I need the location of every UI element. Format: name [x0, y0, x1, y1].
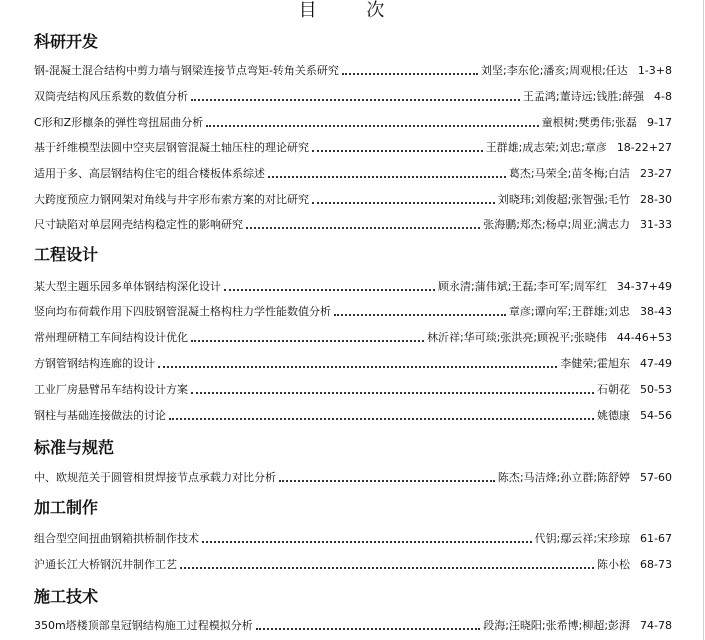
entry-title: 竖向均布荷载作用下四肢钢管混凝土格构柱力学性能数值分析 — [34, 305, 331, 318]
toc-title: 目 次 — [298, 0, 407, 21]
entry-authors: 王群雄;成志荣;刘忠;章彦 — [485, 141, 607, 154]
toc-entry[interactable] — [34, 351, 672, 371]
entry-pages: 68-73 — [640, 558, 672, 571]
entry-title: 钢-混凝土混合结构中剪力墙与钢梁连接节点弯矩-转角关系研究 — [34, 64, 339, 77]
dot-leader — [169, 418, 594, 420]
toc-entry[interactable] — [34, 212, 672, 232]
section-heading-research: 科研开发 — [34, 32, 99, 51]
entry-pages: 18-22+27 — [616, 141, 672, 154]
toc-entry[interactable] — [34, 403, 672, 423]
entry-title: 某大型主题乐园多单体钢结构深化设计 — [34, 280, 221, 293]
toc-entry[interactable] — [34, 613, 672, 633]
dot-leader — [342, 73, 478, 75]
entry-authors: 陈小松 — [597, 558, 631, 571]
entry-title: 工业厂房悬臂吊车结构设计方案 — [34, 383, 188, 396]
toc-entry[interactable] — [34, 84, 672, 104]
dot-leader — [206, 125, 538, 127]
entry-pages: 31-33 — [640, 218, 672, 231]
toc-entry[interactable] — [34, 110, 672, 130]
entry-pages: 38-43 — [640, 305, 672, 318]
entry-title: 钢柱与基础连接做法的讨论 — [34, 409, 166, 422]
entry-pages: 54-56 — [640, 409, 672, 422]
dot-leader — [279, 480, 495, 482]
entry-pages: 44-46+53 — [616, 331, 672, 344]
section-heading-standards: 标准与规范 — [34, 438, 115, 457]
entry-pages: 4-8 — [654, 90, 672, 103]
dot-leader — [256, 628, 480, 630]
entry-authors: 陈杰;马洁烽;孙立群;陈舒婷 — [497, 471, 631, 484]
entry-title: 大跨度预应力钢网架对角线与井字形布索方案的对比研究 — [34, 193, 309, 206]
toc-entry[interactable] — [34, 187, 672, 207]
entry-authors: 顾永清;蒲伟斌;王磊;李可军;周军红 — [437, 280, 607, 293]
entry-pages: 28-30 — [640, 193, 672, 206]
entry-title: 方钢管钢结构连廊的设计 — [34, 357, 155, 370]
entry-pages: 61-67 — [640, 532, 672, 545]
dot-leader — [268, 176, 506, 178]
page-edge-divider — [703, 0, 704, 640]
toc-entry[interactable] — [34, 161, 672, 181]
entry-pages: 57-60 — [640, 471, 672, 484]
entry-authors: 葛杰;马荣全;苗冬梅;白洁 — [508, 167, 631, 180]
toc-entry[interactable] — [34, 465, 672, 485]
dot-leader — [191, 340, 424, 342]
dot-leader — [180, 567, 594, 569]
entry-authors: 童根树;樊勇伟;张磊 — [541, 116, 638, 129]
entry-pages: 23-27 — [640, 167, 672, 180]
toc-entry[interactable] — [34, 299, 672, 319]
toc-entry[interactable] — [34, 274, 672, 294]
entry-title: 中、欧规范关于圆管相贯焊接节点承载力对比分析 — [34, 471, 276, 484]
dot-leader — [312, 202, 495, 204]
entry-pages: 34-37+49 — [616, 280, 672, 293]
entry-title: 沪通长江大桥钢沉井制作工艺 — [34, 558, 177, 571]
dot-leader — [191, 392, 594, 394]
dot-leader — [191, 99, 520, 101]
section-heading-construction: 施工技术 — [34, 587, 99, 606]
section-heading-design: 工程设计 — [34, 245, 99, 264]
dot-leader — [246, 227, 480, 229]
dot-leader — [224, 289, 435, 291]
entry-title: 尺寸缺陷对单层网壳结构稳定性的影响研究 — [34, 218, 243, 231]
entry-pages: 50-53 — [640, 383, 672, 396]
entry-authors: 石朝花 — [597, 383, 631, 396]
toc-entry[interactable] — [34, 552, 672, 572]
entry-authors: 段海;汪晓阳;张希博;柳超;彭湃 — [483, 619, 631, 632]
entry-authors: 章彦;谭向军;王群雄;刘忠 — [508, 305, 631, 318]
dot-leader — [334, 314, 506, 316]
entry-authors: 李健荣;霍旭东 — [560, 357, 631, 370]
entry-authors: 王孟鸿;董诗远;钱胜;薛强 — [522, 90, 645, 103]
toc-entry[interactable] — [34, 325, 672, 345]
entry-title: 双筒壳结构风压系数的数值分析 — [34, 90, 188, 103]
entry-authors: 姚德康 — [597, 409, 631, 422]
entry-title: 基于纤维模型法圆中空夹层钢管混凝土轴压柱的理论研究 — [34, 141, 309, 154]
entry-authors: 代钥;鄢云祥;宋珍琼 — [534, 532, 631, 545]
toc-entry[interactable] — [34, 58, 672, 78]
entry-title: 常州理研精工车间结构设计优化 — [34, 331, 188, 344]
entry-authors: 刘晓玮;刘俊超;张智强;毛竹 — [497, 193, 631, 206]
toc-entry[interactable] — [34, 526, 672, 546]
entry-title: 适用于多、高层钢结构住宅的组合楼板体系综述 — [34, 167, 265, 180]
entry-pages: 1-3+8 — [637, 64, 672, 77]
toc-entry[interactable] — [34, 377, 672, 397]
dot-leader — [158, 366, 557, 368]
dot-leader — [202, 541, 532, 543]
dot-leader — [312, 150, 483, 152]
entry-pages: 47-49 — [640, 357, 672, 370]
entry-title: C形和Z形檩条的弹性弯扭屈曲分析 — [34, 116, 204, 129]
section-heading-fabrication: 加工制作 — [34, 498, 99, 517]
entry-authors: 张海鹏;郑杰;杨卓;周亚;满志力 — [483, 218, 631, 231]
entry-authors: 林沂祥;华可琰;张洪亮;顾祝平;张晓伟 — [426, 331, 607, 344]
entry-pages: 74-78 — [640, 619, 672, 632]
entry-authors: 刘坚;李东伦;潘亥;周观根;任达 — [480, 64, 628, 77]
entry-title: 组合型空间扭曲钢箱拱桥制作技术 — [34, 532, 199, 545]
toc-entry[interactable] — [34, 135, 672, 155]
entry-title: 350m塔楼顶部皇冠钢结构施工过程模拟分析 — [34, 619, 253, 632]
entry-pages: 9-17 — [647, 116, 672, 129]
